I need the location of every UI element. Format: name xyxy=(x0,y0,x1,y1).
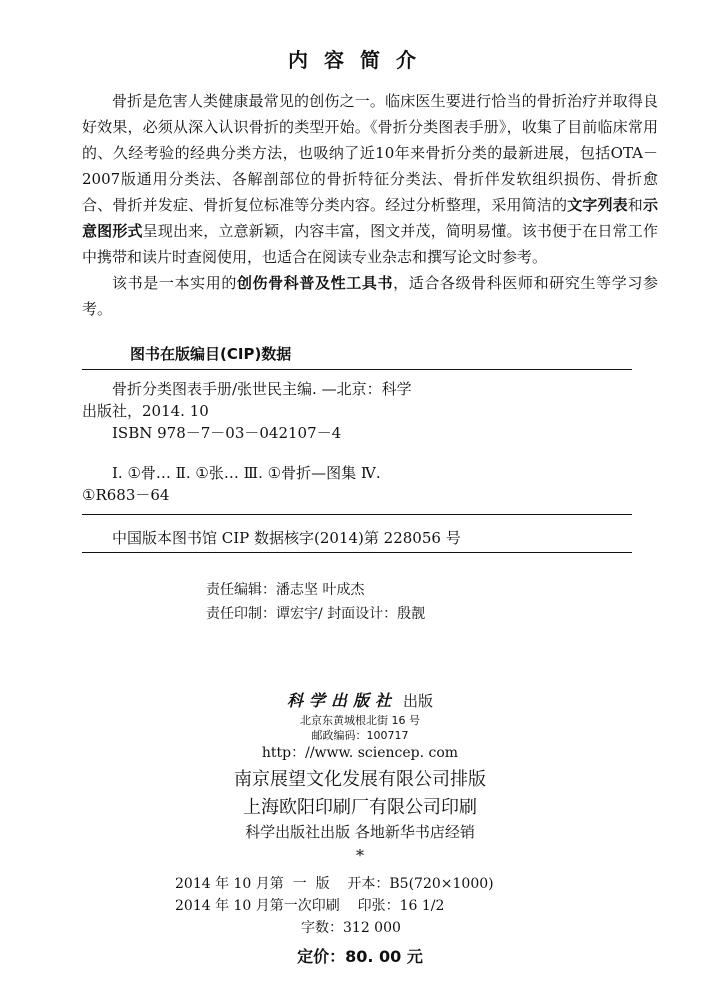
price: 定价：80. 00 元 xyxy=(297,947,423,966)
distribution: 科学出版社出版 各地新华书店经销 xyxy=(245,823,475,841)
publisher-url: http：//www. sciencep. com xyxy=(261,745,459,761)
publisher-postcode: 邮政编码：100717 xyxy=(311,729,409,742)
publisher-address: 北京东黄城根北街 16 号 xyxy=(300,714,420,727)
cip-record xyxy=(82,378,632,444)
summary-text-run: 该书是一本实用的 xyxy=(112,274,237,292)
cip-title-line: 骨折分类图表手册/张世民主编. —北京：科学 xyxy=(112,380,412,398)
printer: 上海欧阳印刷厂有限公司印刷 xyxy=(243,797,477,818)
cip-class-line-2: ①R683－64 xyxy=(82,486,170,504)
cip-publisher-line: 出版社，2014. 10 xyxy=(82,402,209,420)
cip-top-rule xyxy=(82,369,632,370)
summary-text-run: 呈现出来，立意新颖，内容丰富，图文并茂，简明易懂。该书便于在日常工作中携带和读片时查阅使用，也适合在阅读专业杂志和撰写论文时参考。 xyxy=(82,222,658,266)
cip-heading: 图书在版编目(CIP)数据 xyxy=(130,345,292,363)
separator-star: * xyxy=(356,846,364,865)
page-title: 内容简介 xyxy=(288,48,432,72)
credits xyxy=(206,578,425,626)
edition-specs xyxy=(175,873,494,939)
summary-text-run: 骨折是危害人类健康最常见的创伤之一。临床医生要进行恰当的骨折治疗并取得良好效果，必须从深入认识骨折的类型开始。《骨折分类图表手册》，收集了目前临床常用的、久经考验的经典分类方法，也吸纳了近10年来骨折分类的最新进展，包括OTA－2007版通用分类法、各解剖部位的骨折特征分类法、骨折伴发软组织损伤、骨折愈合、骨折并发症、骨折复位标准等分类内容。经过分析整理，采用简洁的 xyxy=(82,92,658,214)
edition-row-3: 字数：312 000 xyxy=(301,920,401,936)
summary-emphasis-2: 示意图形式 xyxy=(82,196,658,240)
summary-paragraph-2 xyxy=(82,270,658,322)
publisher-logo-text: 科学出版社 xyxy=(286,691,397,710)
credits-print-design: 责任印制：谭宏宇/ 封面设计：殷靓 xyxy=(206,606,426,622)
credits-editors: 责任编辑：潘志坚 叶成杰 xyxy=(206,582,365,598)
typesetter: 南京展望文化发展有限公司排版 xyxy=(234,769,486,790)
edition-row-2: 2014 年 10 月第一次印刷 印张：16 1/2 xyxy=(175,898,445,914)
summary-text-run: ，适合各级骨科医师和研究生等学习参考。 xyxy=(82,274,658,318)
cip-classification xyxy=(82,462,632,506)
cip-bottom-rule xyxy=(82,552,632,553)
cip-isbn: ISBN 978－7－03－042107－4 xyxy=(112,424,342,442)
summary-emphasis-3: 创伤骨科普及性工具书 xyxy=(236,274,394,292)
summary-text xyxy=(82,88,658,322)
cip-class-line-1: Ⅰ. ①骨… Ⅱ. ①张… Ⅲ. ①骨折—图集 Ⅳ. xyxy=(112,464,381,482)
edition-row-1: 2014 年 10 月第 一 版 开本：B5(720×1000) xyxy=(175,876,494,892)
summary-text-run: 和 xyxy=(627,196,643,214)
cip-middle-rule xyxy=(82,514,632,515)
cip-check-number: 中国版本图书馆 CIP 数据核字(2014)第 228056 号 xyxy=(112,529,461,547)
summary-paragraph-1 xyxy=(82,88,658,270)
publisher-line xyxy=(0,688,720,711)
publisher-suffix: 出版 xyxy=(403,692,434,710)
summary-emphasis-1: 文字列表 xyxy=(567,196,628,214)
